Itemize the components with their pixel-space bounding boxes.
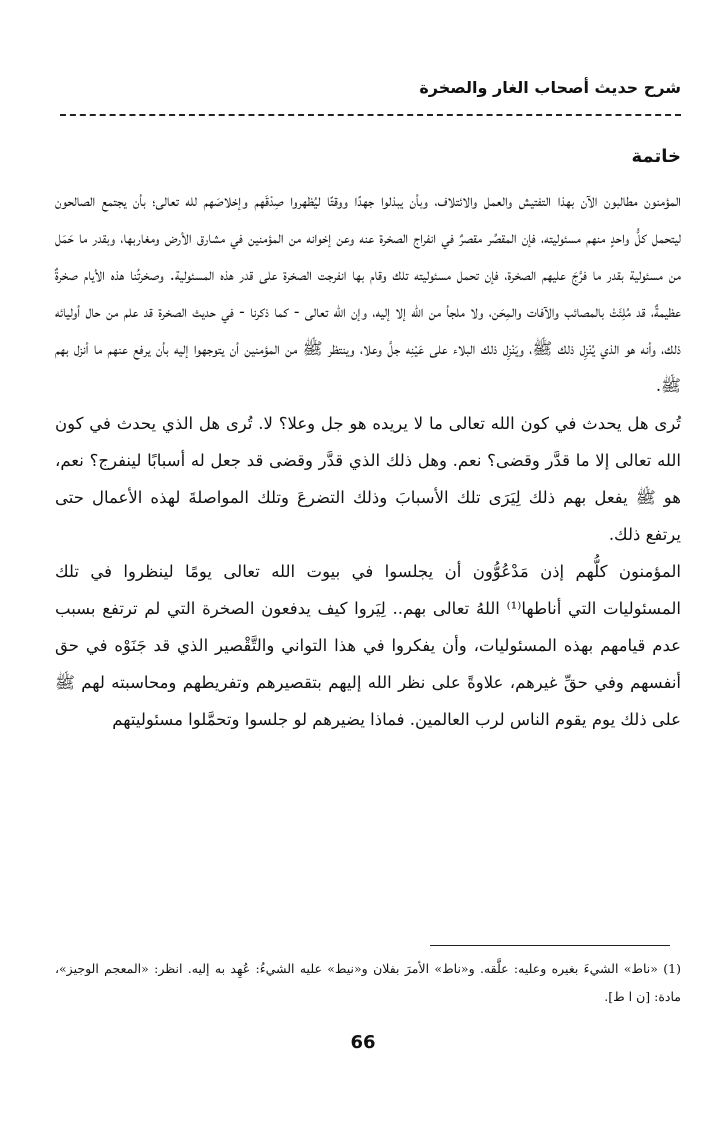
paragraph-1: المؤمنون مطالبون الآن بهذا التفتيش والعمل والائتلاف، وبأن يبذلوا جهدًا ووقتًا ليُظهروا صِدْقَهم وإخلاصَهم لله تعالى؛ بأن يجتمع الصالحون ليتحمل كلُّ واحدٍ منهم مسئوليته، فإن المقصِّر مقصرٌ في انفراج الصخرة عنه وعن إخوانه من المؤمنين في مشارق الأرض ومغاربها، وبقدر ما حَمَل من مسئولية بقدر ما فرَّجَ عليهم الصخرة، فإن تحمل مسئوليته تلك وقام بها انفرجت الصخرة على قدر هذه المسئولية. وصخرتُنا هذه الأيام صخرةٌ عظيمةٌ، قد مُلِئَتْ بالمصائب والآفات والمِحَن، ولا ملجأ من الله إلا إليه، وإن الله تعالى - كما ذكرنا - في حديث الصخرة قد علم من حال أوليائه ذلك، وأنه هو الذي يُنْزِل ذلك ﷺ، ويَنْزِل ذلك البلاء على عَيْنِه جلَّ وعلا، وينتظر ﷺ من المؤمنين أن يتوجهوا إليه بأن يرفع عنهم ما أنزل بهم ﷺ. bbox=[55, 191, 681, 396]
section-title: خاتمة bbox=[631, 146, 681, 167]
page-number: 66 bbox=[350, 1032, 376, 1053]
header-dashed-divider bbox=[60, 114, 681, 116]
main-content bbox=[55, 140, 681, 738]
footnote-divider bbox=[430, 945, 670, 946]
footnote: (1) «ناط» الشيءَ بغيره وعليه: علَّقه. و«ناط» الأمرَ بفلان و«نيط» عليه الشيءُ: عُهِد به إليه. انظر: «المعجم الوجيز»، مادة: [ن ا ط]. bbox=[55, 961, 681, 1004]
paragraph-2: تُرى هل يحدث في كون الله تعالى ما لا يريده هو جل وعلا؟ لا. تُرى هل الذي يحدث في كون الله تعالى إلا ما قدَّر وقضى؟ نعم. وهل ذلك الذي قدَّر وقضى قد جعل له أسبابًا لينفرج؟ نعم، هو ﷺ يفعل بهم ذلك لِيَرَى تلك الأسبابَ وذلك التضرعَ وتلك المواصلةَ لهذه الأعمال حتى يرتفع ذلك. bbox=[55, 413, 681, 544]
running-header-title: شرح حديث أصحاب الغار والصخرة bbox=[419, 78, 681, 97]
paragraph-3: المؤمنون كلُّهم إذن مَدْعُوُّون أن يجلسوا في بيوت الله تعالى يومًا لينظروا في تلك المسئوليات التي أناطها⁽¹⁾ اللهُ تعالى بهم.. لِيَروا كيف يدفعون الصخرة التي لم ترتفع بسبب عدم قيامهم بهذه المسئوليات، وأن يفكروا في هذا التواني والتَّقْصير الذي قد جَنَوْه في حق أنفسهم وفي حقِّ غيرهم، علاوةً على نظر الله إليهم بتقصيرهم وتفريطهم ومحاسبته لهم ﷺ على ذلك يوم يقوم الناس لرب العالمين. فماذا يضيرهم لو جلسوا وتحمَّلوا مسئوليتهم bbox=[55, 561, 681, 730]
